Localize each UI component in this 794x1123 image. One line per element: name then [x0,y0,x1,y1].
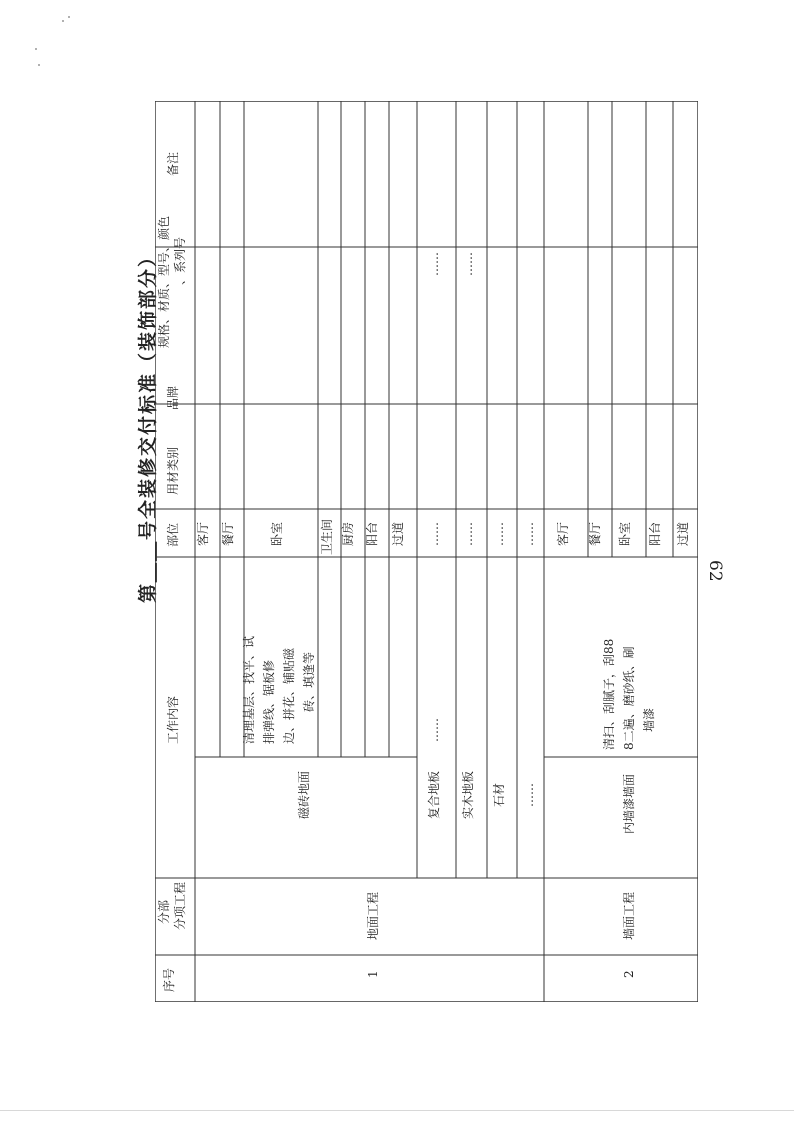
group-other-location: …… [522,522,536,546]
header-material: 用材类别 [166,446,180,495]
group-laminate-work: …… [427,718,441,742]
group-solidwood-spec: …… [461,252,475,276]
tile-work-line2: 排弹线、锯板修 [262,659,276,744]
group-tile-floor-name: 磁砖地面 [297,770,311,819]
group-stone-name: 石材 [492,782,506,807]
section-2-division: 墙面工程 [622,891,636,940]
section-1-seq: 1 [366,970,380,978]
header-spec [156,212,187,348]
document-title: 第＿＿号全装修交付标准（装饰部分） [137,245,159,603]
group-solidwood-name: 实木地板 [461,770,475,819]
group-wallpaint-work [601,635,656,750]
loc2-corridor: 过道 [676,521,690,546]
loc-balcony: 阳台 [365,521,379,546]
loc2-balcony: 阳台 [648,521,662,546]
group-laminate-name: 复合地板 [427,770,441,819]
loc-kitchen: 厨房 [341,521,355,546]
scan-speck [38,64,40,66]
header-division [156,882,187,930]
scan-speck [62,20,64,22]
group-laminate-spec: …… [427,252,441,276]
loc2-dining-room: 餐厅 [588,521,602,546]
group-wallpaint-name: 内墙漆墙面 [622,773,636,834]
loc-living-room: 客厅 [196,521,210,546]
group-laminate-location: …… [427,522,441,546]
section-1-division: 地面工程 [366,891,380,940]
loc-corridor: 过道 [391,521,405,546]
group-stone-location: …… [492,522,506,546]
loc-bedroom: 卧室 [270,521,284,546]
scan-speck [68,16,70,18]
group-solidwood-location: …… [461,522,475,546]
bottom-divider [0,1110,794,1111]
wallpaint-work-line2: 8二遍、磨砂纸、刷 [622,646,636,750]
group-tile-floor-work [241,632,316,744]
header-division-line1: 分部 [157,899,171,924]
tile-work-line3: 边、拼花、铺贴磁 [282,647,296,744]
group-other-name: …… [522,783,536,807]
wallpaint-work-line1: 清扫、刮腻子，刮88 [602,638,616,750]
scan-speck [35,48,37,50]
standards-table [155,101,698,1002]
header-work: 工作内容 [166,695,180,744]
loc-dining-room: 餐厅 [221,521,235,546]
header-brand: 品牌 [166,385,180,410]
tile-work-line1: 清理基层、找平、试 [242,635,256,744]
header-seq [161,968,176,992]
header-spec-line1: 规格、材质、型号、颜色 [157,215,171,348]
header-spec-line2: 、系列号 [173,236,187,285]
header-remark: 备注 [166,151,180,176]
loc2-bedroom: 卧室 [618,521,632,546]
loc-bathroom: 卫生间 [320,518,334,555]
loc2-living-room: 客厅 [556,521,570,546]
tile-work-line4: 砖、填逢等 [302,651,316,712]
page-number: 62 [705,560,725,582]
header-location: 部位 [166,522,180,547]
header-division-line2: 分项工程 [173,881,187,930]
section-2-seq: 2 [622,970,636,978]
standards-table-grid [155,101,698,1002]
header-seq-line1: 序号 [162,967,176,992]
wallpaint-work-line3: 墙漆 [642,707,656,732]
